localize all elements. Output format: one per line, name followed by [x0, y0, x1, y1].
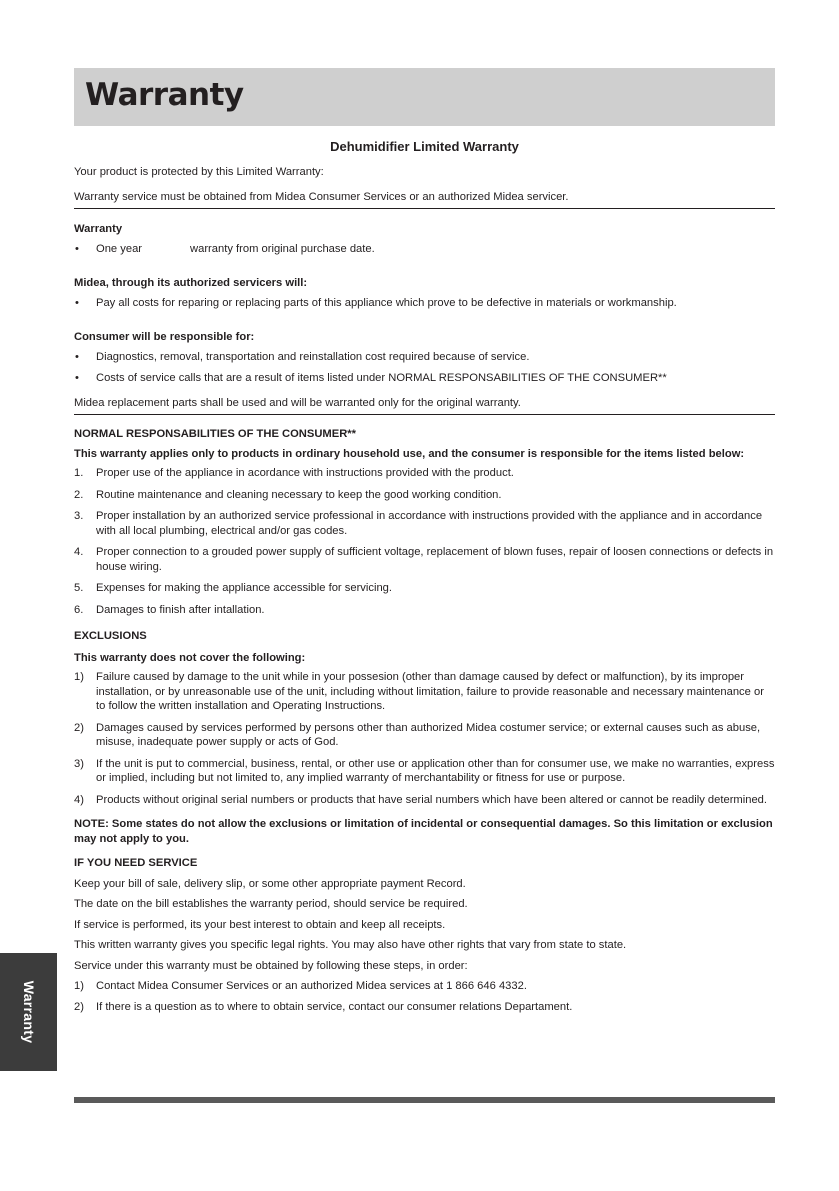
service-line: Keep your bill of sale, delivery slip, or some other appropriate payment Record. — [74, 877, 466, 890]
list-item-text: Expenses for making the appliance accessible for servicing. — [96, 582, 392, 594]
service-line: Service under this warranty must be obtained by following these steps, in order: — [74, 959, 468, 972]
list-item-text: Pay all costs for reparing or replacing parts of this appliance which prove to be defective in materials or workmanship. — [96, 296, 677, 309]
side-tab — [0, 953, 57, 1071]
list-number: 4. — [74, 546, 84, 558]
list-item — [74, 1000, 775, 1015]
warranty-term: One year — [96, 242, 143, 255]
list-item-text: Proper connection to a grouded power supply of sufficient voltage, replacement of blown fuses, repair of loosen connections or defects in house wiring. — [96, 546, 774, 573]
warranty-list — [74, 242, 775, 257]
service-steps — [74, 979, 775, 1014]
list-item — [74, 721, 775, 750]
document-title: Dehumidifier Limited Warranty — [330, 139, 519, 154]
list-number: 2. — [74, 488, 84, 501]
list-number: 1) — [74, 980, 84, 992]
list-item-text: If the unit is put to commercial, business, rental, or other use or application other than for consumer use, we make no warranties, express or implied, including but not limited to, any implied warranty of merchantability or fitness for use or purpose. — [96, 757, 775, 784]
list-number: 4) — [74, 793, 84, 806]
exclusions-subheading: This warranty does not cover the following: — [74, 651, 306, 664]
list-item-text: Failure caused by damage to the unit while in your possesion (other than damage caused by defect or malfunction), by its improper installation, or by unreasonable use of the unit, including without limitation, failure to provide reasonable and necessary maintenance or to follow the written installation and Operating Instructions. — [96, 671, 764, 712]
intro-service-note: Warranty service must be obtained from Midea Consumer Services or an authorized Midea servicer. — [74, 190, 775, 210]
list-item — [74, 603, 775, 618]
list-number: 2) — [74, 721, 84, 734]
list-item — [74, 545, 775, 574]
list-number: 3. — [74, 510, 84, 522]
list-item-text: If there is a question as to where to obtain service, contact our consumer relations Departament. — [96, 1000, 573, 1013]
list-item-text: Proper installation by an authorized service professional in accordance with instructions provided with the appliance and in accordance with all local plumbing, electrical and/or gas codes. — [96, 510, 763, 537]
list-item-text: Routine maintenance and cleaning necessary to keep the good working condition. — [96, 488, 502, 501]
consumer-heading: Consumer will be responsible for: — [74, 331, 255, 343]
page-header — [74, 68, 775, 126]
list-number: 1) — [74, 671, 84, 683]
warranty-heading: Warranty — [74, 223, 123, 235]
list-number: 5. — [74, 582, 84, 594]
list-item — [74, 670, 775, 714]
list-item — [74, 793, 775, 808]
list-item-text: Damages to finish after intallation. — [96, 603, 265, 616]
list-number: 6. — [74, 603, 84, 616]
list-item — [74, 350, 775, 365]
list-number: 3) — [74, 757, 84, 770]
list-item — [74, 371, 775, 386]
midea-will-heading: Midea, through its authorized servicers will: — [74, 277, 308, 289]
footer-bar — [74, 1097, 775, 1103]
list-number: 2) — [74, 1000, 84, 1013]
exclusions-heading: EXCLUSIONS — [74, 630, 147, 642]
page-title: Warranty — [85, 77, 244, 113]
list-item — [74, 296, 775, 311]
normal-heading: NORMAL RESPONSABILITIES OF THE CONSUMER** — [74, 428, 356, 440]
warranty-text: warranty from original purchase date. — [190, 242, 375, 255]
list-item — [74, 757, 775, 786]
normal-subheading: This warranty applies only to products in ordinary household use, and the consumer is responsible for the items listed below: — [74, 447, 745, 460]
list-item — [74, 509, 775, 538]
list-item — [74, 488, 775, 503]
service-heading: IF YOU NEED SERVICE — [74, 857, 198, 869]
list-item-text: Contact Midea Consumer Services or an authorized Midea services at 1 866 646 4332. — [96, 980, 527, 992]
list-item-text: Damages caused by services performed by persons other than authorized Midea costumer service; or external causes such as abuse, misuse, inadequate power supply or acts of God. — [96, 721, 761, 748]
list-item-text: Costs of service calls that are a result of items listed under NORMAL RESPONSABILITIES OF THE CONSUMER** — [96, 372, 667, 384]
service-line: This written warranty gives you specific legal rights. You may also have other rights that vary from state to state. — [74, 939, 627, 951]
exclusions-list — [74, 670, 775, 807]
intro-protected: Your product is protected by this Limited Warranty: — [74, 166, 324, 178]
list-item-text: Proper use of the appliance in acordance with instructions provided with the product. — [96, 467, 514, 479]
list-number: 1. — [74, 467, 84, 479]
service-lines — [74, 877, 775, 974]
consumer-list — [74, 350, 775, 386]
service-line: If service is performed, its your best interest to obtain and keep all receipts. — [74, 918, 446, 931]
list-item — [74, 581, 775, 596]
warranty-content — [74, 138, 775, 1014]
exclusions-note: NOTE: Some states do not allow the exclusions or limitation of incidental or consequential damages. So this limitation or exclusion may not apply to you. — [74, 818, 773, 845]
list-item-text: Diagnostics, removal, transportation and reinstallation cost required because of service. — [96, 350, 530, 363]
service-line: The date on the bill establishes the warranty period, should service be required. — [74, 898, 468, 910]
normal-list — [74, 466, 775, 617]
side-tab-label: Warranty — [20, 980, 37, 1044]
list-item-text: Products without original serial numbers or products that have serial numbers which have been altered or cannot be readily determined. — [96, 793, 767, 806]
list-item — [74, 979, 775, 994]
list-item — [74, 242, 775, 257]
list-item — [74, 466, 775, 481]
midea-will-list — [74, 296, 775, 311]
replacement-parts-note: Midea replacement parts shall be used and will be warranted only for the original warranty. — [74, 396, 775, 416]
